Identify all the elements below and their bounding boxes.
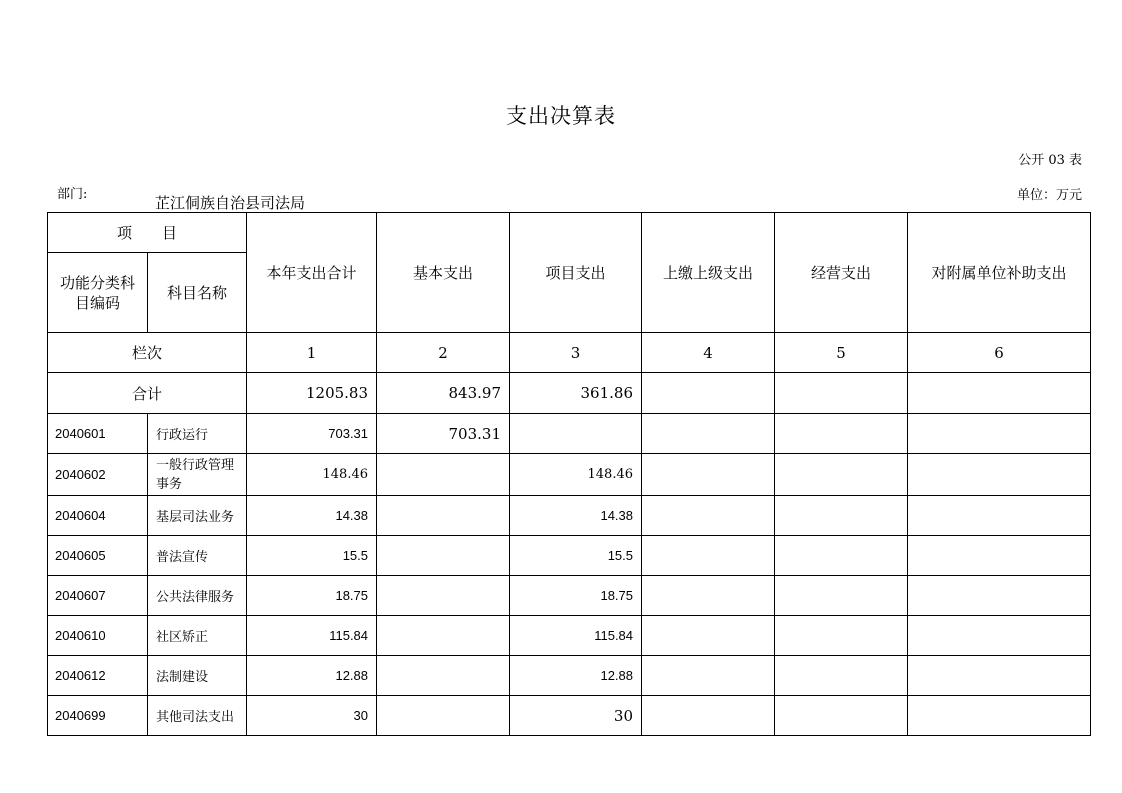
row-business [775,496,908,536]
row-code: 2040602 [48,454,148,496]
column-index-1: 1 [247,333,377,373]
header-name: 科目名称 [148,253,247,333]
row-total: 148.46 [247,454,377,496]
row-name: 其他司法支出 [148,696,247,736]
table-row [48,576,1091,616]
row-subsidy [908,454,1091,496]
row-upper [642,656,775,696]
table-row [48,696,1091,736]
row-upper [642,454,775,496]
total-subsidy [908,373,1091,414]
row-upper [642,696,775,736]
row-basic [377,536,510,576]
row-business [775,536,908,576]
row-subsidy [908,576,1091,616]
row-upper [642,616,775,656]
row-upper [642,496,775,536]
total-sum: 1205.83 [247,373,377,414]
row-code: 2040610 [48,616,148,656]
header-total: 本年支出合计 [247,213,377,333]
row-project: 30 [510,696,642,736]
column-index-5: 5 [775,333,908,373]
row-code: 2040699 [48,696,148,736]
row-subsidy [908,656,1091,696]
row-basic [377,576,510,616]
row-code: 2040601 [48,414,148,454]
row-basic [377,454,510,496]
row-code: 2040607 [48,576,148,616]
row-total: 18.75 [247,576,377,616]
column-index-2: 2 [377,333,510,373]
form-number: 公开 03 表 [1018,153,1082,168]
row-name: 法制建设 [148,656,247,696]
row-business [775,454,908,496]
row-basic: 703.31 [377,414,510,454]
row-name: 一般行政管理事务 [148,454,247,496]
department-label: 部门: [57,187,88,202]
table-row [48,496,1091,536]
table-row [48,536,1091,576]
column-index-4: 4 [642,333,775,373]
row-subsidy [908,616,1091,656]
row-code: 2040612 [48,656,148,696]
row-basic [377,696,510,736]
header-basic: 基本支出 [377,213,510,333]
total-basic: 843.97 [377,373,510,414]
table-row [48,454,1091,496]
row-project: 115.84 [510,616,642,656]
row-business [775,414,908,454]
row-project: 12.88 [510,656,642,696]
row-subsidy [908,696,1091,736]
row-basic [377,616,510,656]
department-name: 芷江侗族自治县司法局 [155,194,306,212]
table-row [48,414,1091,454]
row-subsidy [908,496,1091,536]
row-basic [377,496,510,536]
row-code: 2040605 [48,536,148,576]
row-business [775,616,908,656]
expenditure-table [47,212,1091,736]
row-name: 普法宣传 [148,536,247,576]
table-row [48,656,1091,696]
row-project: 14.38 [510,496,642,536]
row-name: 行政运行 [148,414,247,454]
total-row [48,373,1091,414]
total-project: 361.86 [510,373,642,414]
page-title: 支出决算表 [506,104,616,128]
row-project: 18.75 [510,576,642,616]
column-index-label: 栏次 [48,333,247,373]
row-total: 30 [247,696,377,736]
row-name: 基层司法业务 [148,496,247,536]
total-label: 合计 [48,373,247,414]
header-business: 经营支出 [775,213,908,333]
row-upper [642,536,775,576]
header-subsidy: 对附属单位补助支出 [908,213,1091,333]
row-total: 15.5 [247,536,377,576]
header-upper: 上缴上级支出 [642,213,775,333]
unit-label: 单位：万元 [1016,188,1082,203]
row-total: 14.38 [247,496,377,536]
row-code: 2040604 [48,496,148,536]
row-name: 公共法律服务 [148,576,247,616]
row-subsidy [908,536,1091,576]
row-upper [642,414,775,454]
row-business [775,656,908,696]
row-business [775,696,908,736]
row-total: 703.31 [247,414,377,454]
row-project: 15.5 [510,536,642,576]
row-total: 12.88 [247,656,377,696]
row-name: 社区矫正 [148,616,247,656]
header-project: 项目支出 [510,213,642,333]
row-project [510,414,642,454]
row-business [775,576,908,616]
row-project: 148.46 [510,454,642,496]
total-upper [642,373,775,414]
header-item: 项 目 [48,213,247,253]
row-subsidy [908,414,1091,454]
row-total: 115.84 [247,616,377,656]
header-code: 功能分类科目编码 [48,253,148,333]
column-index-6: 6 [908,333,1091,373]
column-index-3: 3 [510,333,642,373]
row-upper [642,576,775,616]
row-basic [377,656,510,696]
table-row [48,616,1091,656]
total-business [775,373,908,414]
